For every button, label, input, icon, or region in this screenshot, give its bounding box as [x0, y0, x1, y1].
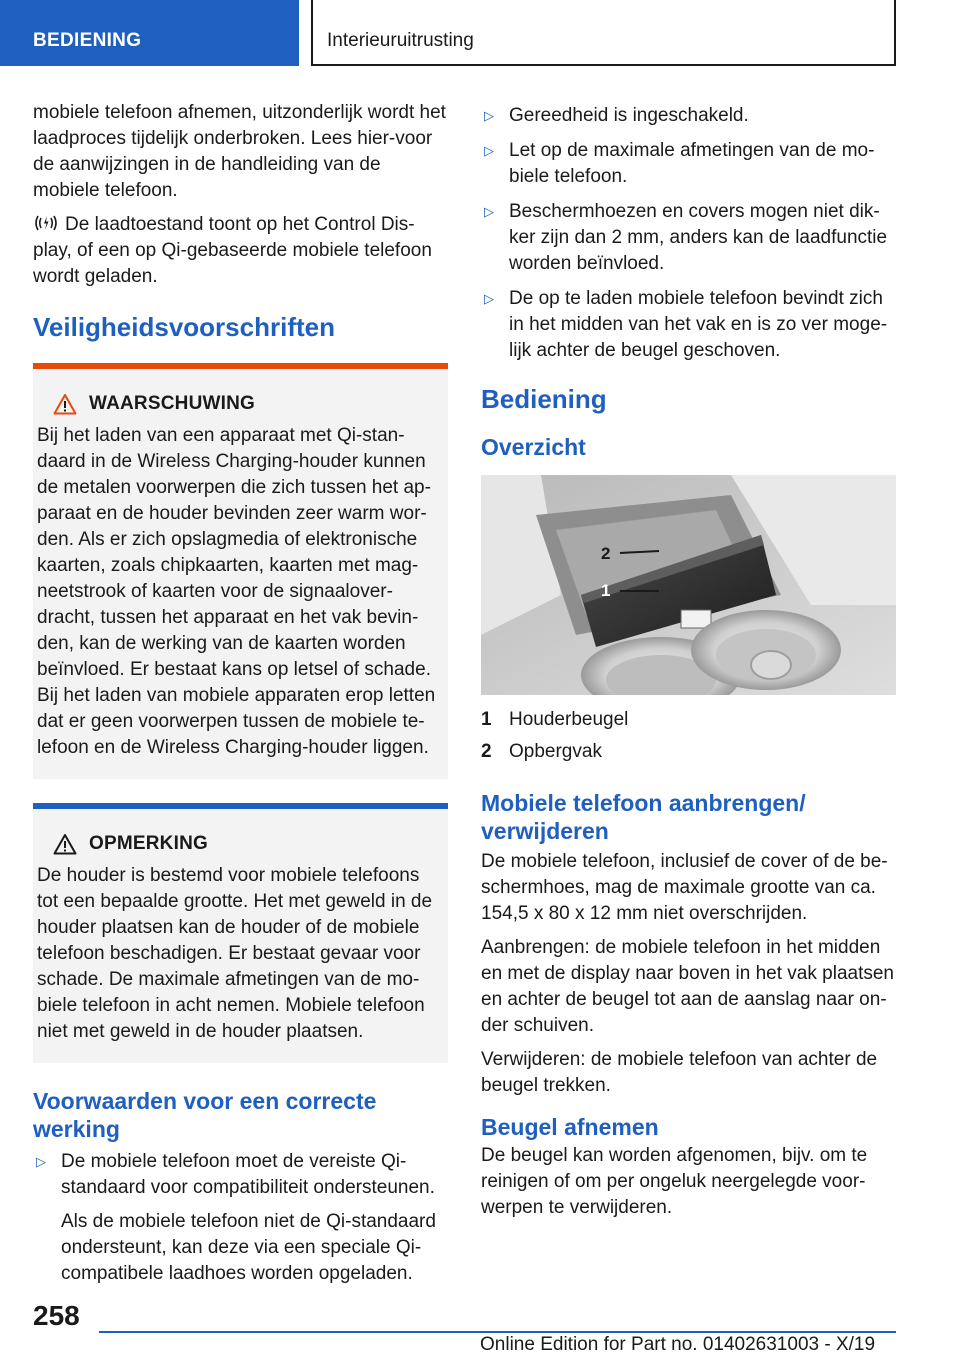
overview-heading: Overzicht	[481, 434, 586, 460]
list-item	[481, 199, 896, 277]
safety-heading: Veiligheidsvoorschriften	[33, 312, 335, 342]
legend-row	[481, 707, 896, 733]
warning-box	[33, 363, 448, 779]
warning-header	[37, 391, 440, 417]
charging-state-paragraph	[33, 212, 448, 290]
conditions-list	[33, 1149, 448, 1287]
footer-divider	[99, 1331, 896, 1333]
edition-text: Online Edition for Part no. 01402631003 - X/19	[480, 1334, 876, 1355]
legend-label: Opbergvak	[509, 741, 602, 762]
list-item	[481, 103, 896, 129]
note-title: OPMERKING	[89, 833, 208, 854]
list-item-text: De mobiele telefoon moet de vereiste Qi-standaard voor compatibiliteit ondersteunen.	[61, 1151, 435, 1198]
section-title: BEDIENING	[33, 30, 142, 51]
triangle-bullet-icon: ▷	[484, 204, 494, 219]
mount-heading: Mobiele telefoon aanbrengen/ verwijderen	[481, 790, 806, 844]
remove-bracket-heading: Beugel afnemen	[481, 1114, 659, 1140]
caution-triangle-icon	[45, 833, 85, 855]
mount-paragraph-2: Aanbrengen: de mobiele telefoon in het midden en met de display naar boven in het vak plaatsen en achter de beugel tot aan de aanslag naar on-der schuiven.	[481, 937, 894, 1036]
triangle-bullet-icon: ▷	[484, 143, 494, 158]
charging-tray-photo	[481, 475, 896, 695]
figure-label-1: 1	[601, 581, 611, 600]
warning-title: WAARSCHUWING	[89, 393, 255, 414]
mount-paragraph-1: De mobiele telefoon, inclusief de cover of de be-schermhoes, mag de maximale grootte van ca. 154,5 x 80 x 12 mm niet overschrijden.	[481, 851, 888, 924]
triangle-bullet-icon: ▷	[484, 291, 494, 306]
remove-bracket-paragraph: De beugel kan worden afgenomen, bijv. om te reinigen of om per ongeluk neergelegde voor-werpen te verwijderen.	[481, 1145, 868, 1218]
triangle-bullet-icon: ▷	[36, 1154, 46, 1169]
conditions-heading: Voorwaarden voor een correcte werking	[33, 1088, 377, 1142]
intro-paragraph: mobiele telefoon afnemen, uitzonderlijk wordt het laadproces tijdelijk onderbroken. Lees hier-voor de aanwijzingen in de handleiding van de mobiele telefoon.	[33, 102, 446, 201]
figure-label-2: 2	[601, 544, 611, 563]
chapter-title: Interieuruitrusting	[327, 30, 474, 51]
list-item-text: Beschermhoezen en covers mogen niet dik-ker zijn dan 2 mm, anders kan de laadfunctie worden beïnvloed.	[509, 201, 888, 274]
list-item-text: De op te laden mobiele telefoon bevindt zich in het midden van het vak en is zo ver moge-lijk achter de beugel geschoven.	[509, 288, 888, 361]
note-box	[33, 803, 448, 1063]
figure-legend	[481, 707, 896, 765]
charging-tray-illustration	[481, 475, 896, 695]
operation-heading: Bediening	[481, 384, 607, 414]
legend-number: 2	[481, 741, 492, 762]
right-column	[481, 100, 896, 1229]
warning-triangle-icon	[45, 393, 85, 415]
chapter-tab	[311, 0, 896, 66]
wireless-charging-icon	[33, 213, 59, 233]
section-tab	[0, 0, 299, 66]
legend-row	[481, 739, 896, 765]
list-item	[481, 286, 896, 364]
left-column	[33, 100, 448, 1296]
mount-paragraph-3: Verwijderen: de mobiele telefoon van achter de beugel trekken.	[481, 1049, 878, 1096]
note-header	[37, 831, 440, 857]
charging-state-text: De laadtoestand toont op het Control Dis-play, of een op Qi-gebaseerde mobiele telefoon wordt geladen.	[33, 214, 432, 287]
page-number: 258	[33, 1300, 80, 1331]
legend-label: Houderbeugel	[509, 709, 629, 730]
list-item	[481, 138, 896, 190]
warning-text: Bij het laden van een apparaat met Qi-stan-daard in de Wireless Charging-houder kunnen de metalen voorwerpen die zich tussen het ap-paraat en de houder bevinden zeer warm wor-den. Als er zich opslagmedia of elektronische kaarten, zoals chipkaarten, kaarten met mag-neetstrook of kaarten voor de signaalover-dracht, tussen het apparaat en het vak bevin-den, kan de werking van de kaarten worden beïnvloed. Er bestaat kans op letsel of schade. Bij het laden van mobiele apparaten erop letten dat er geen voorwerpen tussen de mobiele te-lefoon en de Wireless Charging-houder liggen.	[37, 425, 436, 758]
list-item-text: Gereedheid is ingeschakeld.	[509, 105, 749, 126]
note-text: De houder is bestemd voor mobiele telefoons tot een bepaalde grootte. Het met geweld in de houder plaatsen kan de houder of de mobiele telefoon beschadigen. Er bestaat gevaar voor schade. De maximale afmetingen van de mo-biele telefoon in acht nemen. Mobiele telefoon niet met geweld in de houder plaatsen.	[37, 865, 433, 1042]
list-item-text: Let op de maximale afmetingen van de mo-biele telefoon.	[509, 140, 875, 187]
legend-number: 1	[481, 709, 492, 730]
list-item	[33, 1149, 448, 1287]
list-item-subtext: Als de mobiele telefoon niet de Qi-standaard ondersteunt, kan deze via een speciale Qi-compatibele laadhoes worden opgeladen.	[61, 1211, 436, 1284]
triangle-bullet-icon: ▷	[484, 108, 494, 123]
conditions-list-continued	[481, 103, 896, 364]
